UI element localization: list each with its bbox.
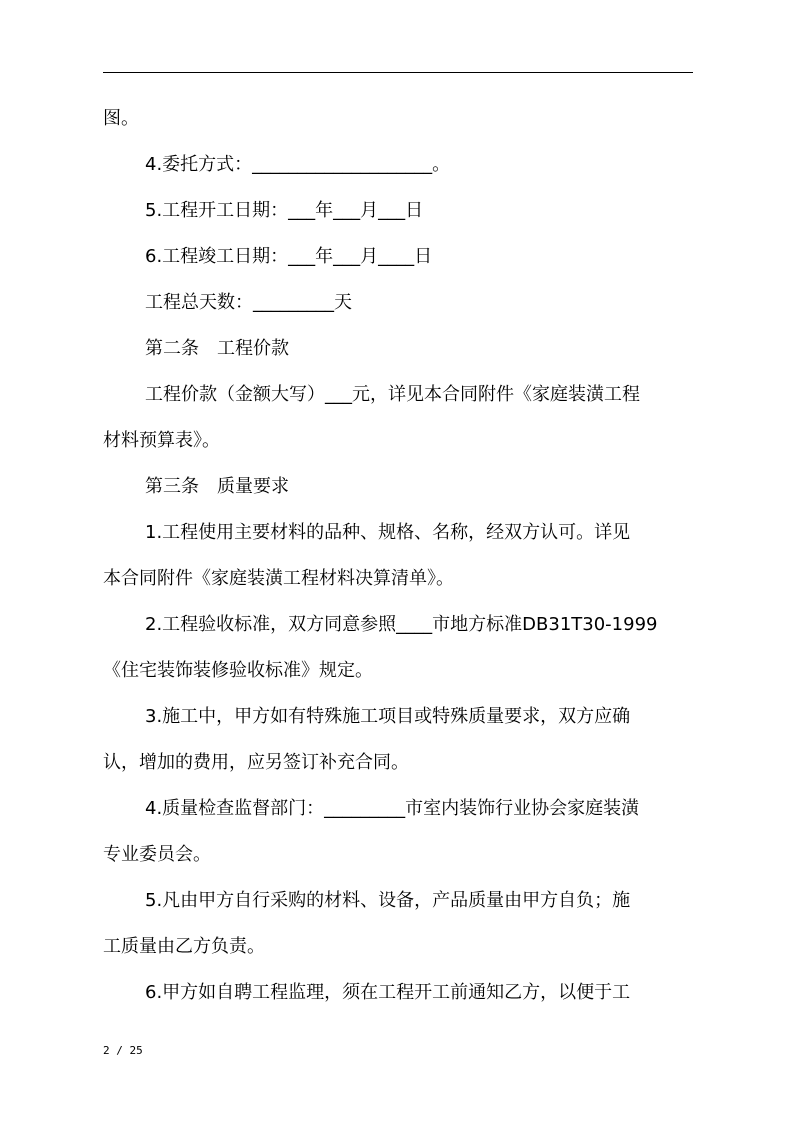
paragraph-line-18: 5.凡由甲方自行采购的材料、设备，产品质量由甲方自负；施 [145, 890, 631, 911]
paragraph-line-15: 认，增加的费用，应另签订补充合同。 [103, 752, 409, 773]
paragraph-line-8: 材料预算表》。 [103, 430, 220, 451]
paragraph-line-14: 3.施工中，甲方如有特殊施工项目或特殊质量要求，双方应确 [145, 706, 631, 727]
paragraph-line-10: 1.工程使用主要材料的品种、规格、名称，经双方认可。详见 [145, 522, 631, 543]
paragraph-line-2: 4.委托方式：____________________。 [145, 154, 451, 175]
paragraph-line-7: 工程价款（金额大写）___元，详见本合同附件《家庭装潢工程 [145, 384, 640, 405]
paragraph-line-5: 工程总天数：_________天 [145, 292, 352, 313]
paragraph-line-20: 6.甲方如自聘工程监理，须在工程开工前通知乙方，以便于工 [145, 982, 631, 1003]
paragraph-line-4: 6.工程竣工日期：___年___月____日 [145, 246, 433, 267]
paragraph-line-1: 图。 [103, 108, 139, 129]
paragraph-line-12: 2.工程验收标准，双方同意参照____市地方标准DB31T30-1999 [145, 614, 658, 635]
paragraph-line-11: 本合同附件《家庭装潢工程材料决算清单》。 [103, 568, 454, 589]
page-number: 2 / 25 [103, 1044, 143, 1057]
header-rule [103, 72, 693, 73]
paragraph-line-16: 4.质量检查监督部门：_________市室内装饰行业协会家庭装潢 [145, 798, 640, 819]
section-heading-3: 第三条 质量要求 [145, 476, 289, 497]
paragraph-line-19: 工质量由乙方负责。 [103, 936, 265, 957]
paragraph-line-17: 专业委员会。 [103, 844, 211, 865]
paragraph-line-13: 《住宅装饰装修验收标准》规定。 [103, 660, 373, 681]
paragraph-line-3: 5.工程开工日期：___年___月___日 [145, 200, 424, 221]
section-heading-2: 第二条 工程价款 [145, 338, 289, 359]
